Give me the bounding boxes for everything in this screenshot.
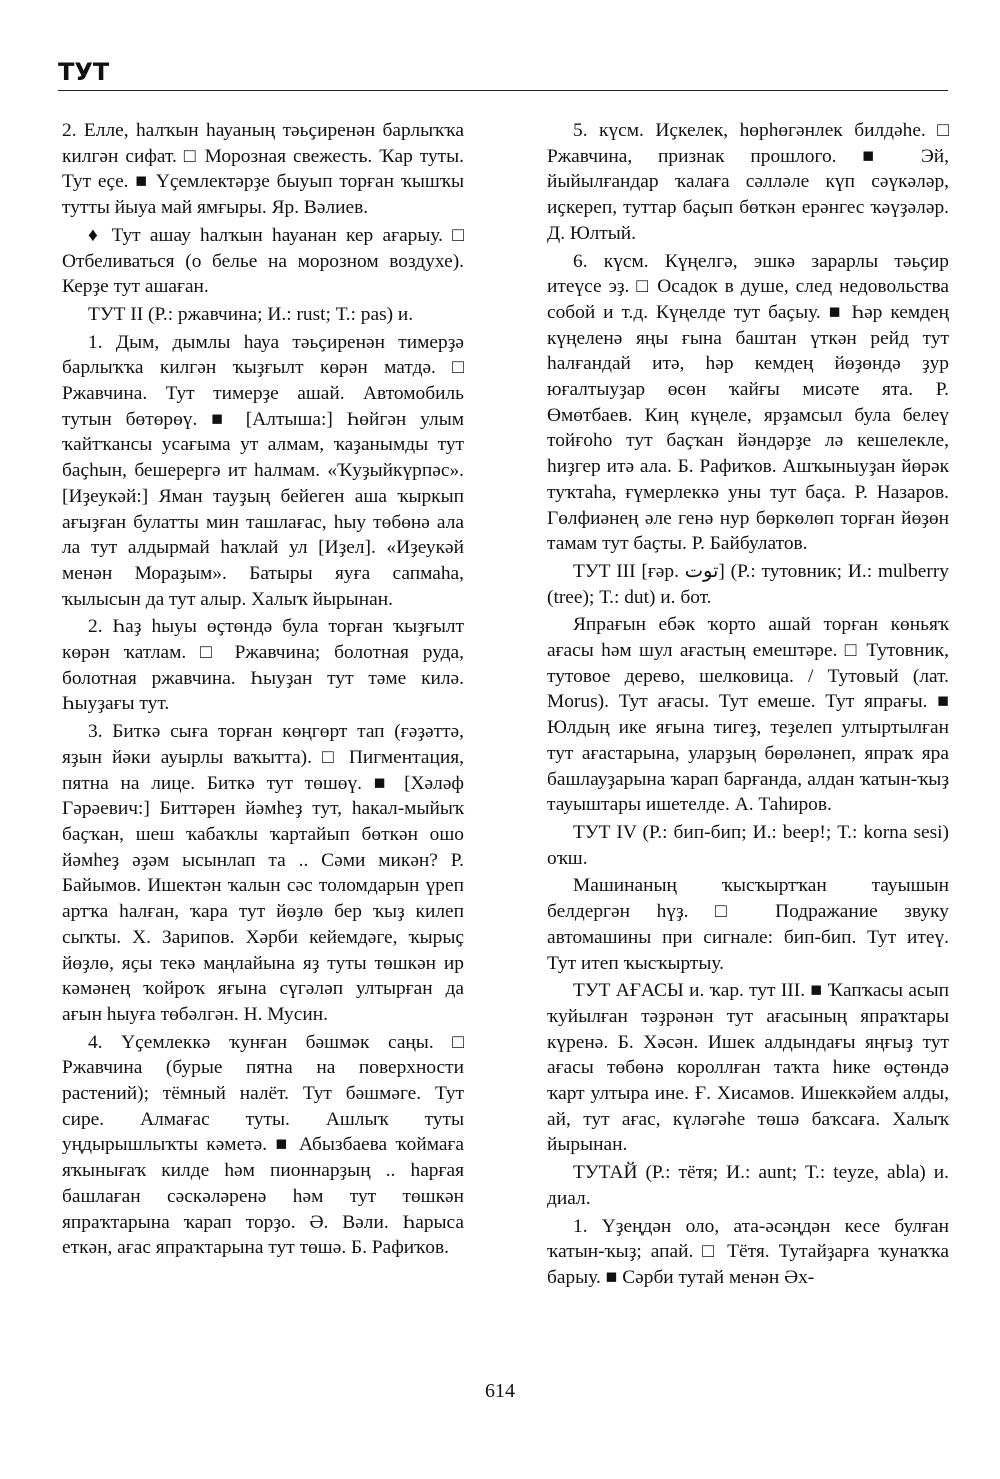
header-rule [58,90,948,91]
paragraph: 4. Үҫемлеккә ҡунған бәшмәк саңы. □ Ржавчина (бурые пятна на поверхности растений); тёмный налёт. Тут бәшмәге. Тут сире. Алмағас туты. Ашлыҡ туты уңдырышлыҡты кәметә. ■ Абызбаева ҡоймаға яҡынығаҡ килде һәм пионнарҙың .. һарғая башлаған сәскәләренә һәм тут төшкән япраҡтарына ҡарап торҙо. Ә. Вәли. Һарыса еткән, ағас япраҡтарына тут төшә. Б. Рафиҡов. [62,1031,464,1259]
paragraph: 1. Дым, дымлы һауа тәьҫиренән тимерҙә барлыҡҡа килгән ҡыҙғылт көрән матдә. □ Ржавчина. Тут тимерҙе ашай. Автомобиль тутын бөтөрөү. ■ [Алтыша:] Һөйгән улым ҡайтҡансы усағыма ут алмам, ҡаҙанымды тут баҫһын, бешерергә ит һалмам. «Ҡуҙыйкүрпәс». [Иҙеукәй:] Яман тауҙың бейеген аша ҡыркып ағыҙған булатты мин ташлағас, һыу төбөнә ала ла тут алдырмай һаҡлай ул [Иҙел]. «Иҙеукәй менән Мораҙым». Батыры яуға сапмаһа, ҡылысын да тут алыр. Халыҡ йырынан. [62,331,464,610]
page-number: 614 [485,1380,515,1402]
paragraph: Япрағын ебәк ҡорто ашай торған көньяҡ ағасы һәм шул ағастың емештәре. □ Тутовник, тутовое дерево, шелковица. / Тутовый (лат. Morus). Тут ағасы. Тут емеше. Тут япрағы. ■ Юлдың ике яғына тигеҙ, теҙелеп ултыртылған тут ағастарына, уларҙың бөрөләнеп, япраҡ яра башлауҙарына ҡарап барғанда, алдан ҡатын-ҡыҙ тауыштары ишетелде. А. Таһиров. [547,614,949,816]
entry-headword: ТУТ АҒАСЫ и. ҡар. тут III. ■ Ҡапҡасы асып ҡуйылған тәҙрәнән тут ағасының япраҡтары күренә. Б. Хәсән. Ишек алдындағы яңғыҙ тут ағасы төбөнә короллған таҡта һике өҫтөндә ҡарт ултыра ине. Ғ. Хисамов. Ишеккәйем алды, ай, тут ағас, күләгәһе төшә баҡсаға. Халыҡ йырынан. [547,980,949,1156]
right-column [547,118,949,1293]
paragraph: Машинаның ҡысҡыртҡан тауышын белдергән һүҙ. □ Подражание звуку автомашины при сигнале: бип-бип. Тут итеү. Тут итеп ҡысҡыртыу. [547,875,949,974]
paragraph: 1. Үҙеңдән оло, ата-әсәңдән кесе булған ҡатын-ҡыҙ; апай. □ Тётя. Тутайҙарға ҡунаҡҡа барыу. ■ Сәрби тутай менән Әх- [547,1215,949,1288]
entry-headword: ТУТАЙ (Р.: тётя; И.: aunt; Т.: teyze, abla) и. диал. [547,1162,949,1209]
paragraph: 6. күсм. Күңелгә, эшкә зарарлы тәьҫир итеүсе эҙ. □ Осадок в душе, след недовольства собой и т.д. Күңелде тут баҫыу. ■ Һәр кемдең күңеленә яңы ғына баштан үткән рейд тут һалғандай итә, һәр кемдең йөҙөндә ҙур юғалтыуҙар өсөн ҡайғы мисәте ята. Р. Өмөтбаев. Киң күңеле, ярҙамсыл була белеү тойғоһо тут баҫҡан йәндәрҙе лә кешелекле, һиҙгер итә ала. Б. Рафиҡов. Ашҡыныуҙан йөрәк туҡтаһа, ғүмерлеккә уны тут баҫа. Р. Назаров. Гөлфиәнең әле генә нур бөркөлөп торған йөҙөн тамам тут баҫты. Р. Байбулатов. [547,250,949,555]
left-column [62,118,464,1263]
paragraph: 2. Елле, һалҡын һауаның тәьҫиренән барлыҡҡа килгән сифат. □ Морозная свежесть. Ҡар туты. Тут еҫе. ■ Үҫемлектәрҙе быуып торған ҡышҡы тутты йыуа май ямғыры. Яр. Вәлиев. [62,120,464,219]
entry-headword: ТУТ IV (Р.: бип-бип; И.: beep!; Т.: korna sesi) оҡш. [547,821,949,869]
paragraph: 2. Һаҙ һыуы өҫтөндә була торған ҡыҙғылт көрән ҡатлам. □ Ржавчина; болотная руда, болотная ржавчина. Һыуҙан тут тәме килә. Һыуҙағы тут. [62,616,464,715]
entry-headword: ТУТ II (Р.: ржавчина; И.: rust; Т.: pas) и. [88,303,414,325]
paragraph: ♦ Тут ашау һалҡын һауанан кер ағарыу. □ Отбеливаться (о белье на морозном воздухе). Керҙе тут ашаған. [62,224,464,298]
running-header: ТУТ [58,58,110,86]
paragraph: 5. күсм. Иҫкелек, һөрһөгәнлек билдәһе. □ Ржавчина, признак прошлого. ■ Эй, йыйылғандар ҡалаға сәлләле күп сәүкәләр, иҫкереп, туттар баҫып бөткән ерәнгес ҡәүҙәләр. Д. Юлтый. [547,120,949,244]
paragraph: 3. Биткә сыға торған көңгөрт тап (ғәҙәттә, яҙын йәки ауырлы ваҡытта). □ Пигментация, пятна на лице. Биткә тут төшөү. ■ [Хәләф Гәрәевич:] Биттәрен йәмһеҙ тут, һакал-мыйыҡ баҫҡан, шеш ҡабаҡлы ҡартайып бөткән ошо йәмһеҙ әҙәм ысынлап та .. Сәми микән? Р. Байымов. Ишектән ҡалын сәс толомдарын үреп артҡа һалған, ҡара тут йөҙлө бер ҡыҙ килеп сыҡты. Х. Зарипов. Хәрби кейемдәге, ҡырыҫ йөҙлө, яҫы текә маңлайына яҙ туты төшкән ир кәмәнең ҡойроҡ яғына сүгәләп ултырған да ағын һыуға төбәлгән. Н. Мусин. [62,721,464,1025]
entry-headword: ТУТ III [ғәр. توت] (Р.: тутовник; И.: mulberry (tree); Т.: dut) и. бот. [547,560,949,608]
